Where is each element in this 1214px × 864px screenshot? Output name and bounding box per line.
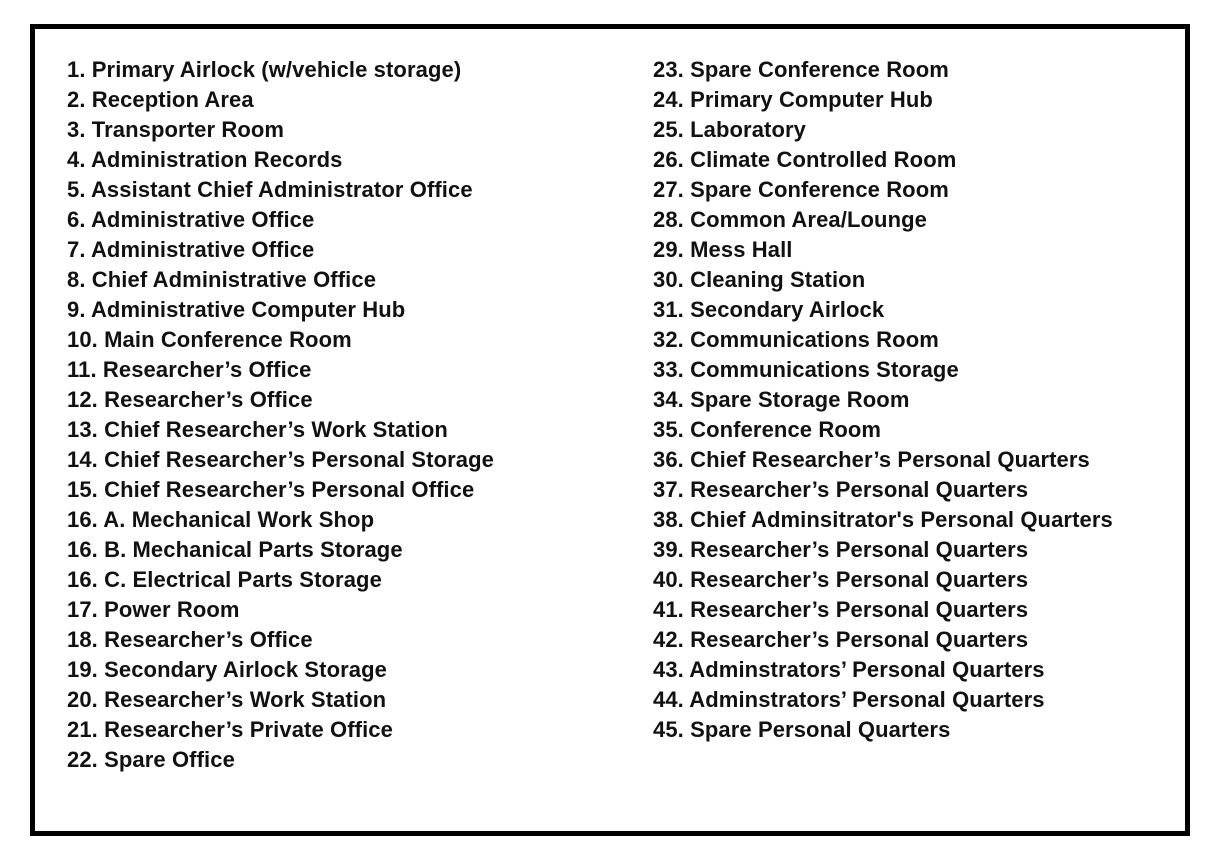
legend-item: 26. Climate Controlled Room [653, 147, 957, 172]
legend-item: 3. Transporter Room [67, 117, 285, 142]
legend-item: 29. Mess Hall [653, 237, 793, 262]
legend-item: 44. Adminstrators’ Personal Quarters [653, 687, 1045, 712]
legend-item: 24. Primary Computer Hub [653, 87, 933, 112]
legend-item: 35. Conference Room [653, 417, 882, 442]
legend-item: 21. Researcher’s Private Office [67, 717, 393, 742]
legend-frame [30, 24, 1190, 836]
legend-item: 45. Spare Personal Quarters [653, 717, 951, 742]
legend-item: 15. Chief Researcher’s Personal Office [67, 477, 475, 502]
legend-item: 30. Cleaning Station [653, 267, 866, 292]
legend-item: 32. Communications Room [653, 327, 939, 352]
legend-item: 16. A. Mechanical Work Shop [67, 507, 375, 532]
legend-item: 14. Chief Researcher’s Personal Storage [67, 447, 494, 472]
legend-item: 5. Assistant Chief Administrator Office [67, 177, 473, 202]
legend-item: 8. Chief Administrative Office [67, 267, 377, 292]
legend-item: 22. Spare Office [67, 747, 235, 772]
legend-item: 10. Main Conference Room [67, 327, 352, 352]
legend-item: 31. Secondary Airlock [653, 297, 885, 322]
legend-item: 41. Researcher’s Personal Quarters [653, 597, 1029, 622]
legend-item: 11. Researcher’s Office [67, 357, 312, 382]
legend-left-column [67, 55, 494, 775]
legend-item: 4. Administration Records [67, 147, 343, 172]
legend-item: 38. Chief Adminsitrator's Personal Quarters [653, 507, 1113, 532]
legend-item: 7. Administrative Office [67, 237, 315, 262]
legend-item: 20. Researcher’s Work Station [67, 687, 387, 712]
legend-item: 42. Researcher’s Personal Quarters [653, 627, 1029, 652]
legend-item: 39. Researcher’s Personal Quarters [653, 537, 1029, 562]
legend-item: 23. Spare Conference Room [653, 57, 949, 82]
legend-item: 33. Communications Storage [653, 357, 959, 382]
legend-item: 6. Administrative Office [67, 207, 315, 232]
legend-item: 25. Laboratory [653, 117, 807, 142]
legend-item: 37. Researcher’s Personal Quarters [653, 477, 1029, 502]
legend-item: 13. Chief Researcher’s Work Station [67, 417, 448, 442]
legend-item: 28. Common Area/Lounge [653, 207, 927, 232]
legend-right-column [653, 55, 1113, 745]
legend-item: 18. Researcher’s Office [67, 627, 313, 652]
legend-item: 16. B. Mechanical Parts Storage [67, 537, 403, 562]
legend-item: 16. C. Electrical Parts Storage [67, 567, 382, 592]
legend-item: 12. Researcher’s Office [67, 387, 313, 412]
legend-item: 27. Spare Conference Room [653, 177, 949, 202]
legend-item: 40. Researcher’s Personal Quarters [653, 567, 1029, 592]
legend-item: 1. Primary Airlock (w/vehicle storage) [67, 57, 462, 82]
legend-item: 34. Spare Storage Room [653, 387, 910, 412]
legend-item: 43. Adminstrators’ Personal Quarters [653, 657, 1045, 682]
legend-item: 19. Secondary Airlock Storage [67, 657, 387, 682]
legend-item: 36. Chief Researcher’s Personal Quarters [653, 447, 1090, 472]
legend-item: 17. Power Room [67, 597, 240, 622]
legend-item: 2. Reception Area [67, 87, 254, 112]
legend-item: 9. Administrative Computer Hub [67, 297, 406, 322]
